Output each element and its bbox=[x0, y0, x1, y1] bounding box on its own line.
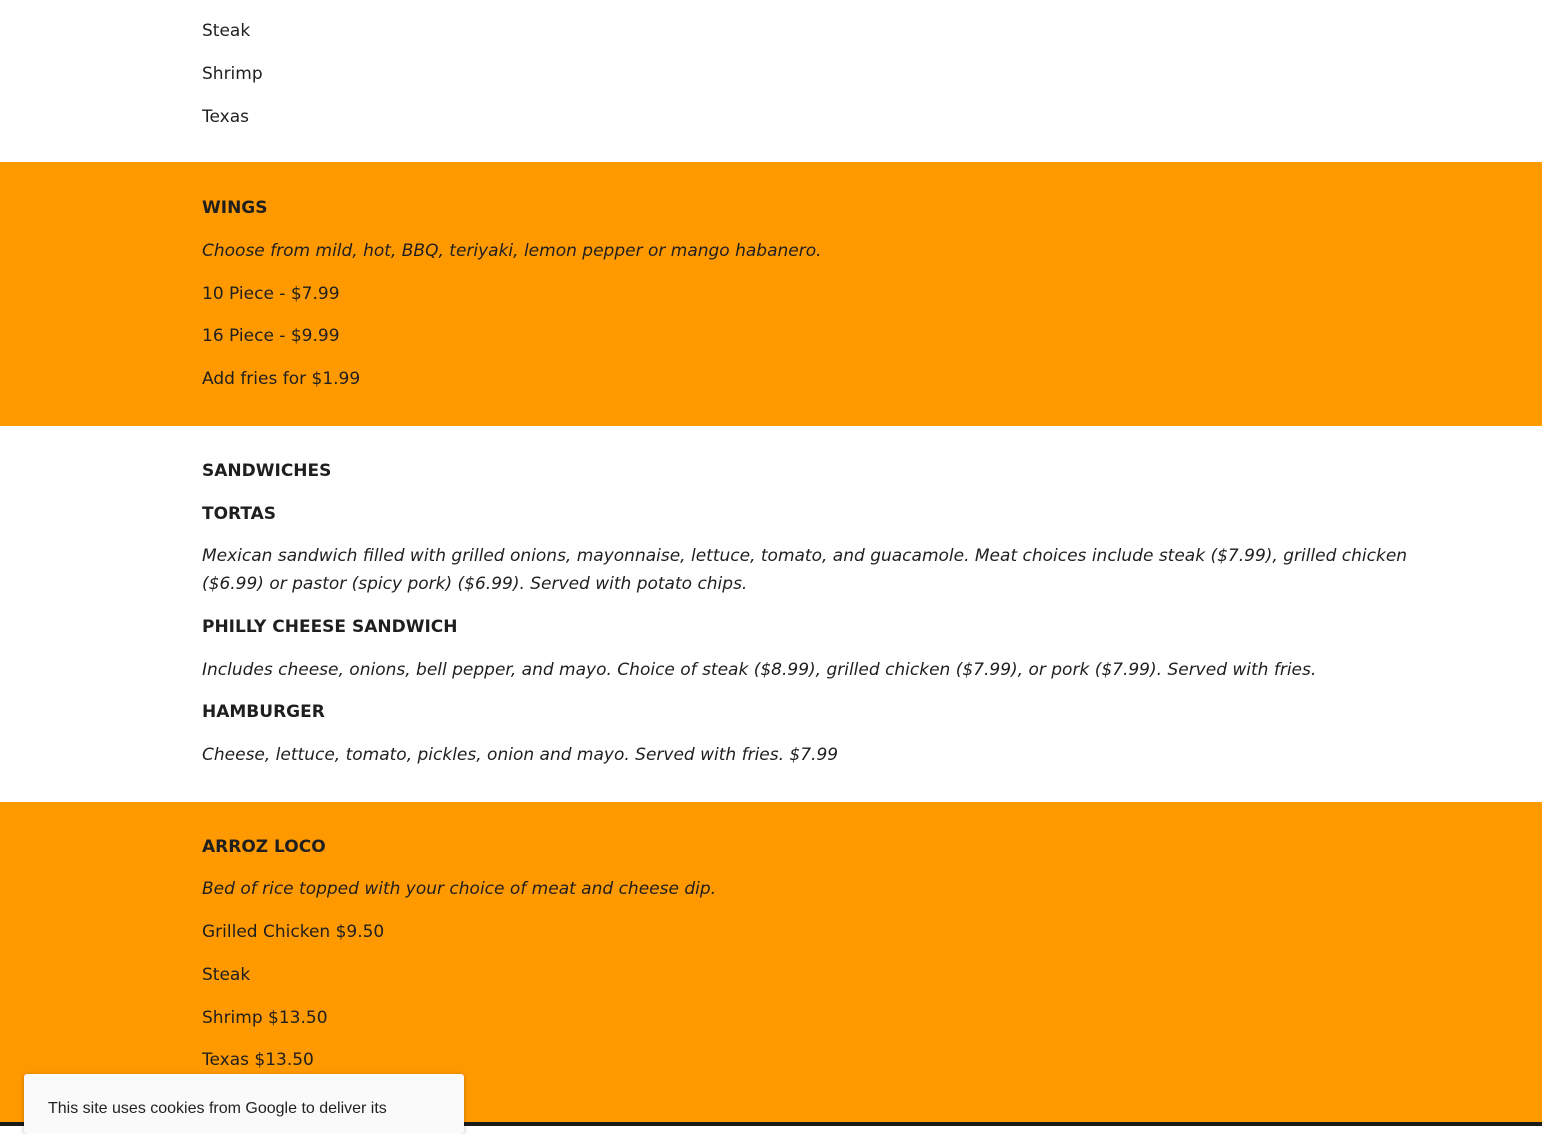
menu-item: 16 Piece - $9.99 bbox=[202, 326, 340, 346]
menu-item: Add fries for $1.99 bbox=[202, 369, 361, 389]
item-heading-tortas: TORTAS bbox=[202, 504, 277, 524]
menu-item: Shrimp bbox=[202, 64, 263, 84]
item-description-philly: Includes cheese, onions, bell pepper, and mayo. Choice of steak ($8.99), grilled chicken ($7.99), or pork ($7.99). Served with fries. bbox=[202, 660, 1317, 680]
section-heading-wings: WINGS bbox=[202, 198, 268, 218]
cookie-banner-text: This site uses cookies from Google to deliver its bbox=[48, 1100, 387, 1117]
item-description-hamburger: Cheese, lettuce, tomato, pickles, onion and mayo. Served with fries. $7.99 bbox=[202, 745, 839, 765]
item-heading-philly: PHILLY CHEESE SANDWICH bbox=[202, 617, 458, 637]
menu-item: Steak bbox=[202, 965, 251, 985]
section-heading-arroz-loco: ARROZ LOCO bbox=[202, 837, 326, 857]
item-heading-hamburger: HAMBURGER bbox=[202, 702, 325, 722]
menu-section-sandwiches bbox=[0, 426, 1542, 802]
menu-item: 10 Piece - $7.99 bbox=[202, 284, 340, 304]
menu-item: Texas bbox=[202, 107, 249, 127]
menu-item: Steak bbox=[202, 21, 251, 41]
menu-item: Texas $13.50 bbox=[202, 1050, 314, 1070]
section-description: Bed of rice topped with your choice of meat and cheese dip. bbox=[202, 879, 717, 899]
menu-section-top bbox=[0, 0, 1542, 162]
menu-item: Shrimp $13.50 bbox=[202, 1008, 328, 1028]
cookie-banner[interactable] bbox=[24, 1074, 464, 1134]
item-description-tortas: Mexican sandwich filled with grilled onions, mayonnaise, lettuce, tomato, and guacamole. Meat choices include steak ($7.99), grilled chicken bbox=[202, 546, 1408, 566]
item-description-tortas-cont: ($6.99) or pastor (spicy pork) ($6.99). Served with potato chips. bbox=[202, 574, 748, 594]
section-heading-sandwiches: SANDWICHES bbox=[202, 461, 332, 481]
menu-item: Grilled Chicken $9.50 bbox=[202, 922, 385, 942]
menu-section-wings bbox=[0, 162, 1542, 426]
section-description: Choose from mild, hot, BBQ, teriyaki, lemon pepper or mango habanero. bbox=[202, 241, 822, 261]
